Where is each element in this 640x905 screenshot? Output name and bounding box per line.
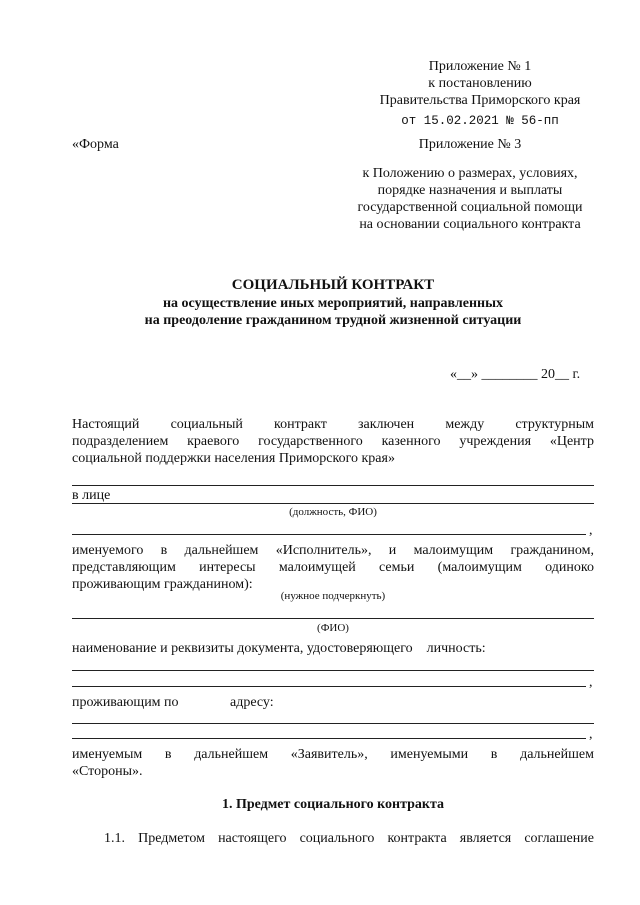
word: учреждения	[459, 434, 532, 449]
applicant-line-2: «Стороны».	[72, 764, 143, 779]
word: контракта	[387, 831, 447, 846]
word: контракт	[274, 417, 327, 432]
resolution-label: к постановлению	[428, 76, 532, 91]
section-1-heading: 1. Предмет социального контракта	[221, 797, 445, 812]
word: в	[164, 747, 172, 762]
word: именуемым	[72, 747, 143, 762]
comma: ,	[589, 523, 593, 538]
contract-title	[72, 276, 594, 329]
fill-line-position-cont	[72, 534, 586, 535]
fill-line-fio	[72, 618, 594, 619]
year-blank: __	[555, 367, 569, 382]
resolution-date-number: от 15.02.2021 № 56-пп	[401, 114, 559, 128]
approval-header	[360, 58, 600, 130]
word: «Исполнитель»,	[275, 543, 372, 558]
caption-underline: (нужное подчеркнуть)	[280, 590, 386, 602]
contract-title-sub: на преодоление гражданином трудной жизненной ситуации	[144, 313, 522, 328]
executor-line-1	[72, 542, 594, 559]
fill-line-document-cont	[72, 686, 586, 687]
government-label: Правительства Приморского края	[379, 93, 581, 108]
intro-line-2	[72, 433, 594, 450]
word: малоимущим	[413, 543, 494, 558]
word: социальный	[170, 417, 243, 432]
executor-line-2	[72, 559, 594, 576]
word: интересы	[199, 560, 256, 575]
word: является	[459, 831, 512, 846]
word: именуемого	[72, 543, 144, 558]
year-prefix: 20	[541, 367, 555, 382]
address-label-part2: адресу:	[230, 695, 274, 710]
applicant-line-1	[72, 746, 594, 763]
fill-line-address-cont	[72, 738, 586, 739]
word: гражданином,	[510, 543, 594, 558]
appendix-3-line: государственной социальной помощи	[357, 200, 583, 215]
intro-paragraph	[72, 416, 594, 467]
intro-line-3: социальной поддержки населения Приморского края»	[72, 451, 395, 466]
date-field	[450, 366, 596, 383]
word: дальнейшем	[194, 747, 269, 762]
word: заключен	[357, 417, 415, 432]
word: соглашение	[524, 831, 594, 846]
fill-line-document	[72, 670, 594, 671]
applicant-paragraph	[72, 746, 594, 780]
word: 1.1.	[104, 831, 125, 846]
word: Предметом	[138, 831, 205, 846]
word: государственного	[258, 434, 363, 449]
appendix-3-line: на основании социального контракта	[359, 217, 581, 232]
word: «Заявитель»,	[290, 747, 368, 762]
document-label: наименование и реквизиты документа, удостоверяющего личность:	[72, 641, 486, 656]
address-label-part1: проживающим по	[72, 695, 179, 710]
word: Настоящий	[72, 417, 140, 432]
contract-title-sub: на осуществление иных мероприятий, направленных	[162, 296, 504, 311]
word: именуемыми	[390, 747, 469, 762]
word: настоящего	[218, 831, 287, 846]
caption-fio: (ФИО)	[317, 622, 349, 634]
caption-position-fio: (должность, ФИО)	[289, 506, 377, 518]
day-blank: «__»	[450, 367, 478, 382]
section-1-paragraph	[104, 830, 594, 847]
word: в	[490, 747, 498, 762]
blank-line	[72, 485, 594, 486]
appendix-3-line: к Положению о размерах, условиях,	[362, 166, 578, 181]
appendix-3-block	[340, 136, 600, 233]
word: в	[160, 543, 168, 558]
word: социального	[299, 831, 375, 846]
appendix-3-line: порядке назначения и выплаты	[377, 183, 563, 198]
word: между	[445, 417, 485, 432]
fill-line-position	[72, 503, 594, 504]
in-person-label: в лице	[72, 488, 111, 503]
word: одиноко	[545, 560, 594, 575]
contract-title-main: СОЦИАЛЬНЫЙ КОНТРАКТ	[231, 277, 435, 293]
comma: ,	[589, 727, 593, 742]
appendix-1-label: Приложение № 1	[428, 59, 532, 74]
word: казенного	[381, 434, 441, 449]
word: краевого	[187, 434, 240, 449]
word: и	[388, 543, 397, 558]
intro-line-1	[72, 416, 594, 433]
month-blank: ________	[481, 367, 538, 382]
word: дальнейшем	[184, 543, 259, 558]
comma: ,	[589, 675, 593, 690]
word: представляющим	[72, 560, 176, 575]
word: дальнейшем	[520, 747, 594, 762]
year-suffix: г.	[572, 367, 581, 382]
fill-line-address	[72, 723, 594, 724]
word: малоимущей	[278, 560, 356, 575]
word: «Центр	[549, 434, 594, 449]
forma-label: «Форма	[72, 137, 119, 152]
word: (малоимущим	[437, 560, 522, 575]
appendix-3-title: Приложение № 3	[418, 137, 522, 152]
word: семьи	[379, 560, 415, 575]
word: структурным	[515, 417, 594, 432]
word: подразделением	[72, 434, 169, 449]
executor-line-3: проживающим гражданином):	[72, 577, 253, 592]
executor-paragraph	[72, 542, 594, 593]
